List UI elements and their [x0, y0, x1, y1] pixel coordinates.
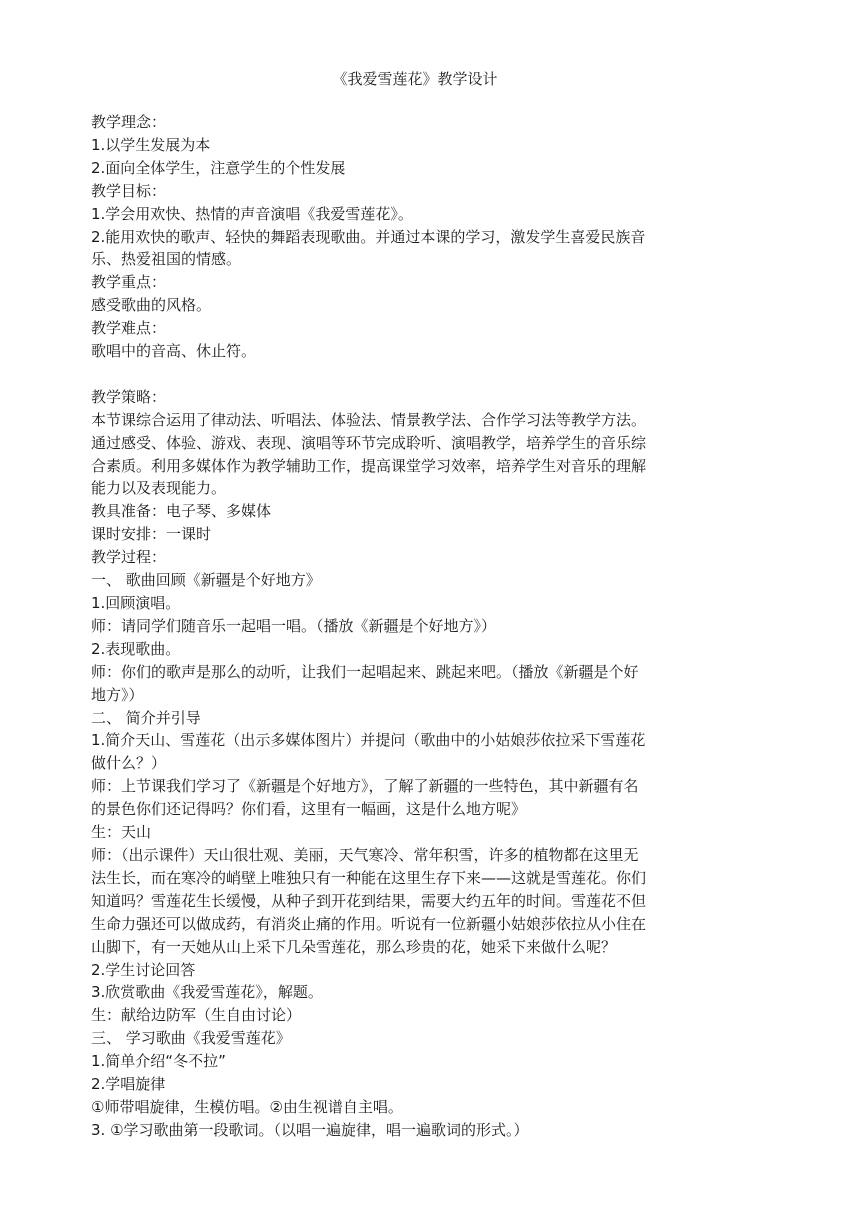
document-body: [91, 111, 741, 1142]
text-line: 1.简单介绍“冬不拉”: [91, 1052, 226, 1071]
document-title: 《我爱雪莲花》教学设计: [332, 70, 498, 88]
text-line: 知道吗？雪莲花生长缓慢，从种子到开花到结果，需要大约五年的时间。雪莲花不但: [91, 891, 647, 910]
text-line: 本节课综合运用了律动法、听唱法、体验法、情景教学法、合作学习法等教学方法。: [91, 410, 647, 429]
text-line: 二、 简介并引导: [91, 708, 201, 727]
text-line: 课时安排：一课时: [91, 525, 212, 544]
text-line: 合素质。利用多媒体作为教学辅助工作，提高课堂学习效率，培养学生对音乐的理解: [91, 456, 647, 475]
text-line: 生：献给边防军（生自由讨论）: [91, 1006, 302, 1025]
text-line: 1.回顾演唱。: [91, 594, 181, 613]
text-line: 歌唱中的音高、休止符。: [91, 342, 257, 361]
text-line: 师：请同学们随音乐一起唱一唱。（播放《新疆是个好地方》）: [91, 616, 497, 635]
text-line: 师：你们的歌声是那么的动听，让我们一起唱起来、跳起来吧。（播放《新疆是个好: [91, 662, 639, 681]
text-line: 1.简介天山、雪莲花（出示多媒体图片）并提问（歌曲中的小姑娘莎依拉采下雪莲花: [91, 731, 646, 750]
text-line: 教学策略：: [91, 387, 167, 406]
text-line: 师：（出示课件）天山很壮观、美丽，天气寒冷、常年积雪，许多的植物都在这里无: [91, 845, 639, 864]
text-line: 2.学唱旋律: [91, 1075, 166, 1094]
text-line: 地方》）: [91, 685, 144, 704]
text-line: 山脚下，有一天她从山上采下几朵雪莲花，那么珍贵的花，她采下来做什么呢？: [91, 937, 617, 956]
text-line: 2.表现歌曲。: [91, 639, 181, 658]
text-line: 3.欣赏歌曲《我爱雪莲花》，解题。: [91, 983, 323, 1002]
text-line: 教学理念：: [91, 113, 167, 131]
text-line: 2.能用欢快的歌声、轻快的舞蹈表现歌曲。并通过本课的学习，激发学生喜爱民族音: [91, 227, 646, 246]
text-line: 做什么？）: [91, 754, 167, 773]
text-line: 1.学会用欢快、热情的声音演唱《我爱雪莲花》。: [91, 204, 413, 223]
text-line: 教学难点：: [91, 319, 167, 338]
text-line: 生：天山: [91, 823, 152, 842]
text-line: 三、 学习歌曲《我爱雪莲花》: [91, 1029, 291, 1048]
text-line: 2.学生讨论回答: [91, 960, 196, 979]
text-line: 教学过程：: [91, 548, 167, 567]
text-line: ①师带唱旋律，生模仿唱。②由生视谱自主唱。: [91, 1097, 403, 1116]
text-line: 教学目标：: [91, 181, 167, 200]
text-line: 的景色你们还记得吗？你们看，这里有一幅画，这是什么地方呢》: [91, 800, 527, 819]
blank-line: [91, 363, 741, 386]
text-line: 通过感受、体验、游戏、表现、演唱等环节完成聆听、演唱教学，培养学生的音乐综: [91, 433, 647, 452]
text-line: 教具准备：电子琴、多媒体: [91, 502, 272, 521]
text-line: 乐、热爱祖国的情感。: [91, 250, 242, 269]
text-line: 法生长，而在寒冷的峭壁上唯独只有一种能在这里生存下来——这就是雪莲花。你们: [91, 868, 647, 887]
text-line: 能力以及表现能力。: [91, 479, 227, 498]
text-line: 1.以学生发展为本: [91, 135, 211, 154]
text-line: 3. ①学习歌曲第一段歌词。（以唱一遍旋律，唱一遍歌词的形式。）: [91, 1120, 529, 1139]
text-line: 师：上节课我们学习了《新疆是个好地方》，了解了新疆的一些特色，其中新疆有名: [91, 777, 639, 796]
text-line: 生命力强还可以做成药，有消炎止痛的作用。听说有一位新疆小姑娘莎依拉从小住在: [91, 914, 647, 933]
text-line: 2.面向全体学生，注意学生的个性发展: [91, 158, 346, 177]
text-line: 一、 歌曲回顾《新疆是个好地方》: [91, 571, 321, 590]
text-line: 感受歌曲的风格。: [91, 296, 212, 315]
text-line: 教学重点：: [91, 273, 167, 292]
